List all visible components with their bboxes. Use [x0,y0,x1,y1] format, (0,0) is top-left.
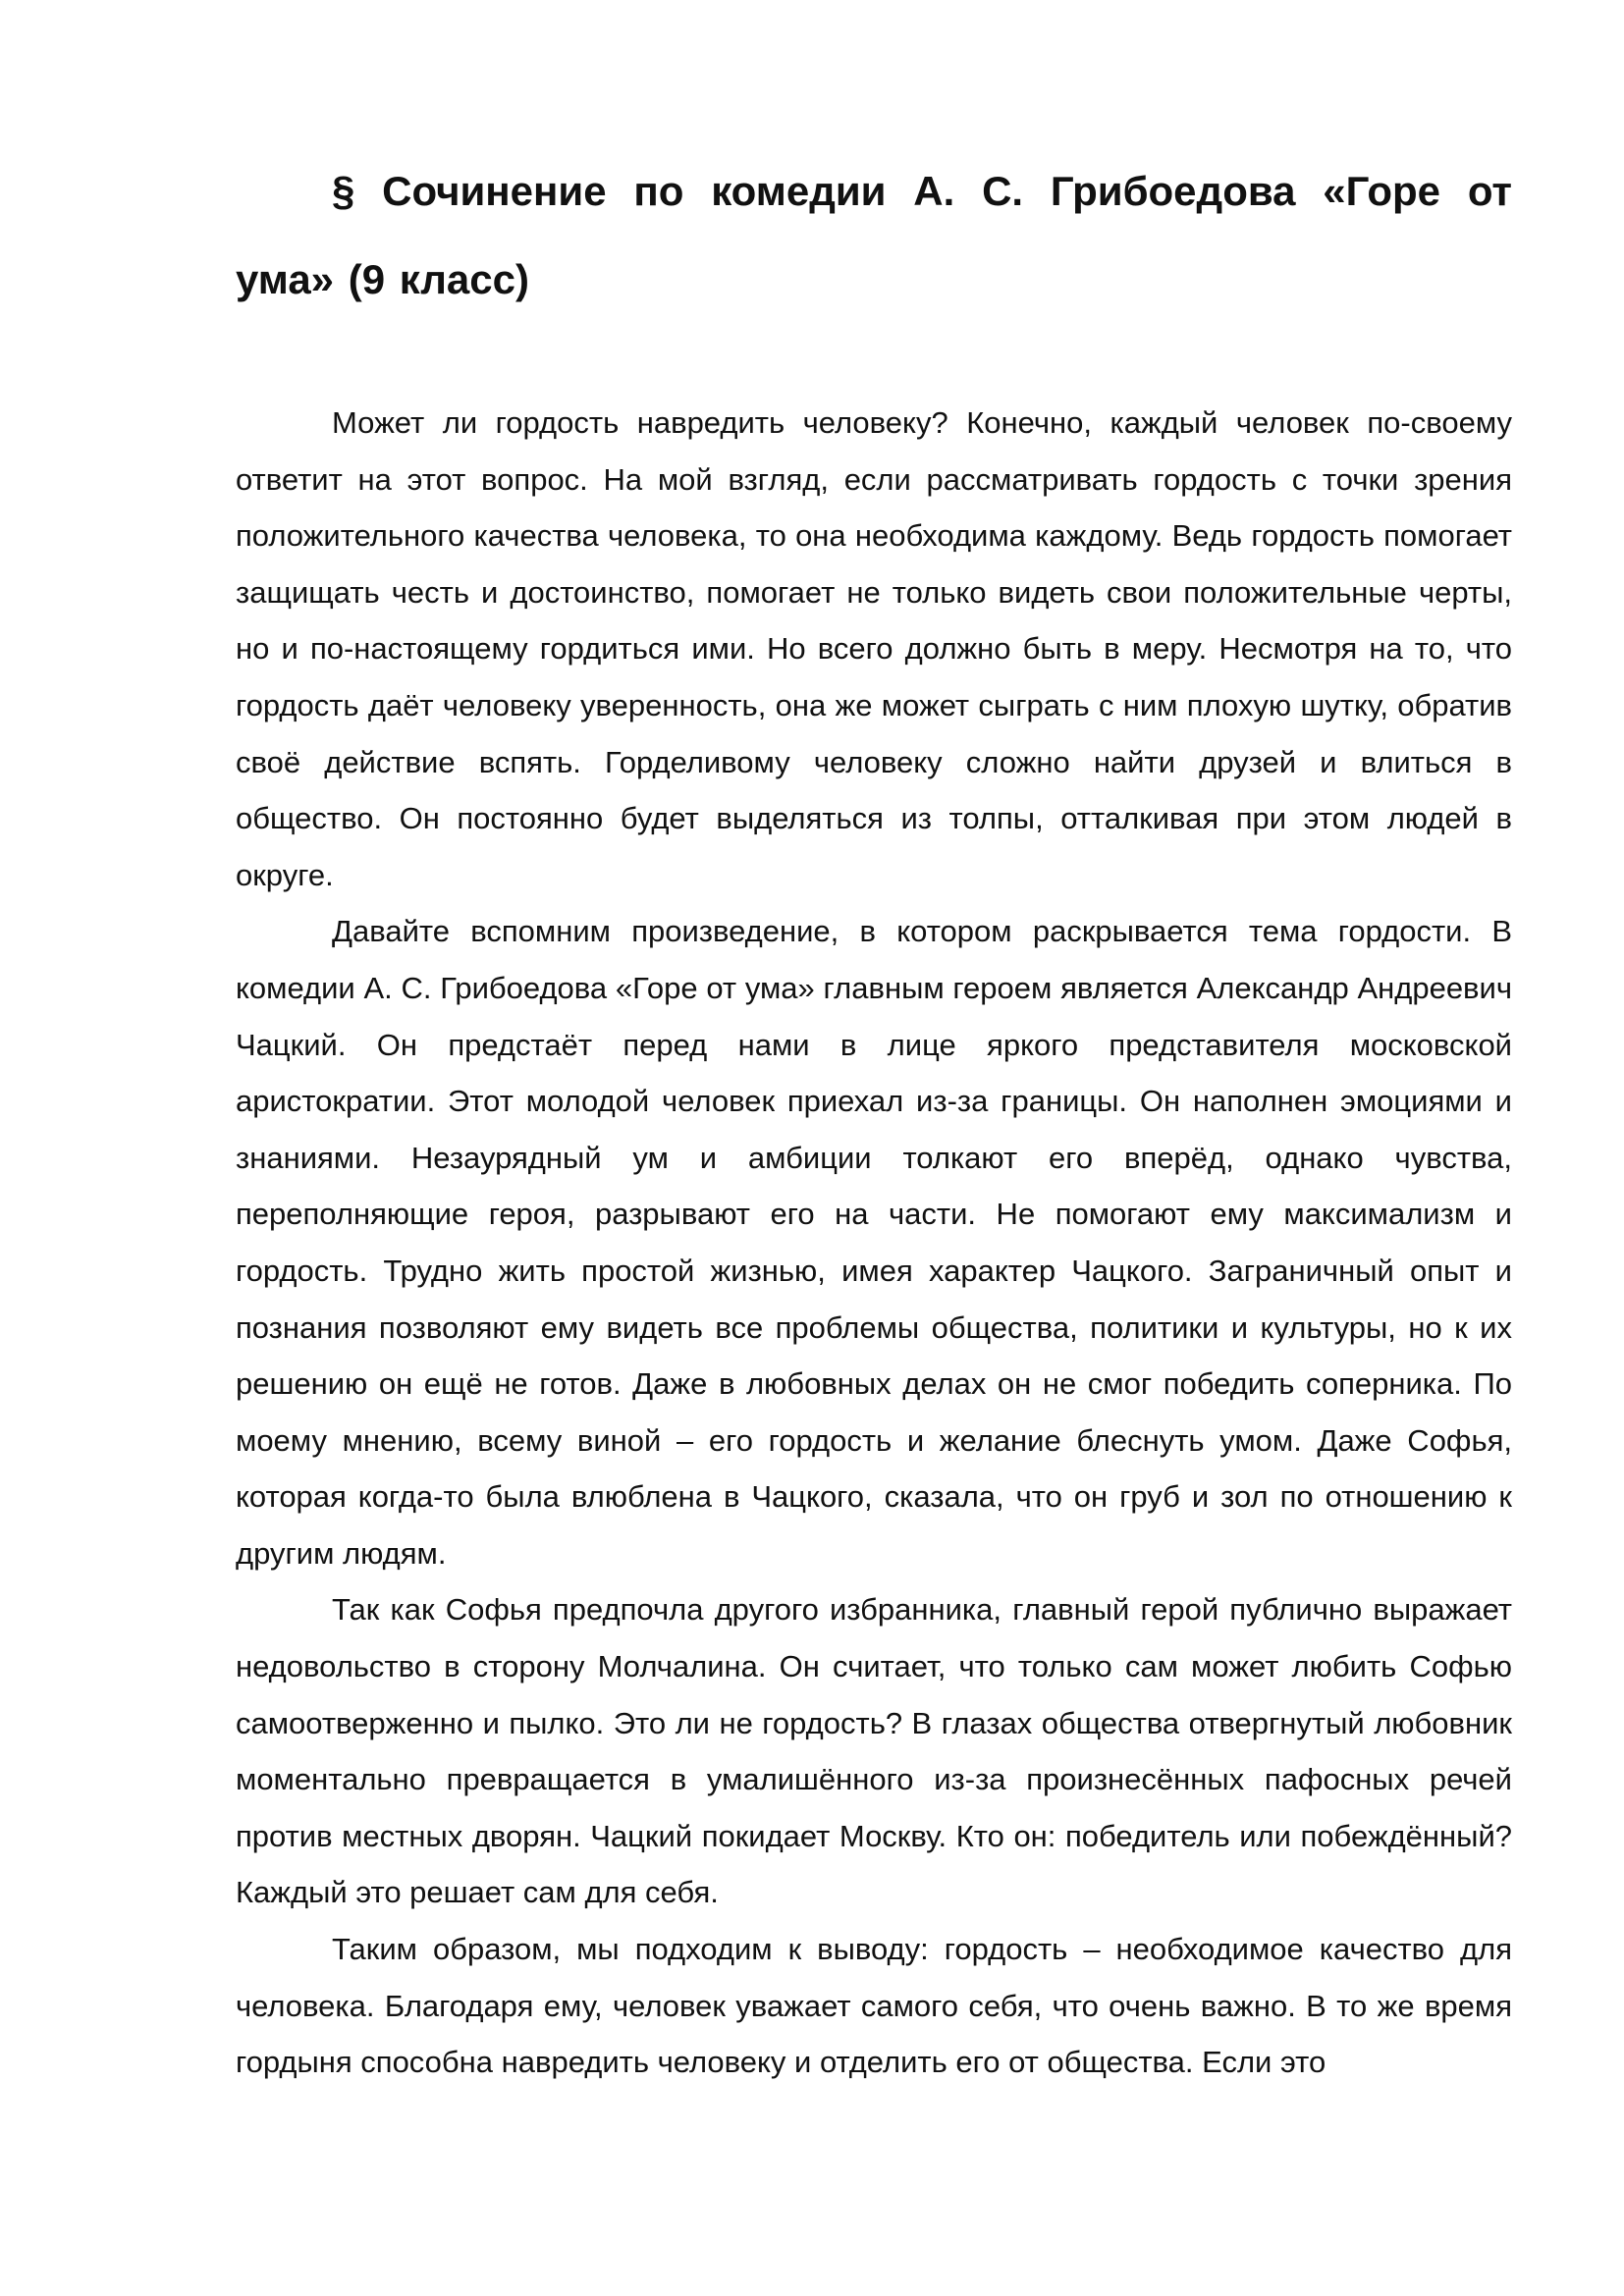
essay-paragraph-2: Давайте вспомним произведение, в котором раскрывается тема гордости. В комедии А. С. Грибоедова «Горе от ума» главным героем является Александр Андреевич Чацкий. Он предстаёт перед нами в лице яркого представителя московской аристократии. Этот молодой человек приехал из-за границы. Он наполнен эмоциями и знаниями. Незаурядный ум и амбиции толкают его вперёд, однако чувства, переполняющие героя, разрывают его на части. Не помогают ему максимализм и гордость. Трудно жить простой жизнью, имея характер Чацкого. Заграничный опыт и познания позволяют ему видеть все проблемы общества, политики и культуры, но к их решению он ещё не готов. Даже в любовных делах он не смог победить соперника. По моему мнению, всему виной – его гордость и желание блеснуть умом. Даже Софья, которая когда-то была влюблена в Чацкого, сказала, что он груб и зол по отношению к другим людям. [236,914,1512,1571]
essay-paragraph-3: Так как Софья предпочла другого избранника, главный герой публично выражает недовольство в сторону Молчалина. Он считает, что только сам может любить Софью самоотверженно и пылко. Это ли не гордость? В глазах общества отвергнутый любовник моментально превращается в умалишённого из-за произнесённых пафосных речей против местных дворян. Чацкий покидает Москву. Кто он: победитель или побеждённый? Каждый это решает сам для себя. [236,1592,1512,1910]
essay-body [236,395,1512,2091]
document-content [236,147,1512,2091]
essay-paragraph-1: Может ли гордость навредить человеку? Конечно, каждый человек по-своему ответит на этот вопрос. На мой взгляд, если рассматривать гордость с точки зрения положительного качества человека, то она необходима каждому. Ведь гордость помогает защищать честь и достоинство, помогает не только видеть свои положительные черты, но и по-настоящему гордиться ими. Но всего должно быть в меру. Несмотря на то, что гордость даёт человеку уверенность, она же может сыграть с ним плохую шутку, обратив своё действие вспять. Горделивому человеку сложно найти друзей и влиться в общество. Он постоянно будет выделяться из толпы, отталкивая при этом людей в округе. [236,405,1512,892]
essay-title: § Сочинение по комедии А. С. Грибоедова «Горе от ума» (9 класс) [236,168,1512,302]
essay-paragraph-4: Таким образом, мы подходим к выводу: гордость – необходимое качество для человека. Благодаря ему, человек уважает самого себя, что очень важно. В то же время гордыня способна навредить человеку и отделить его от общества. Если это [236,1932,1512,2080]
